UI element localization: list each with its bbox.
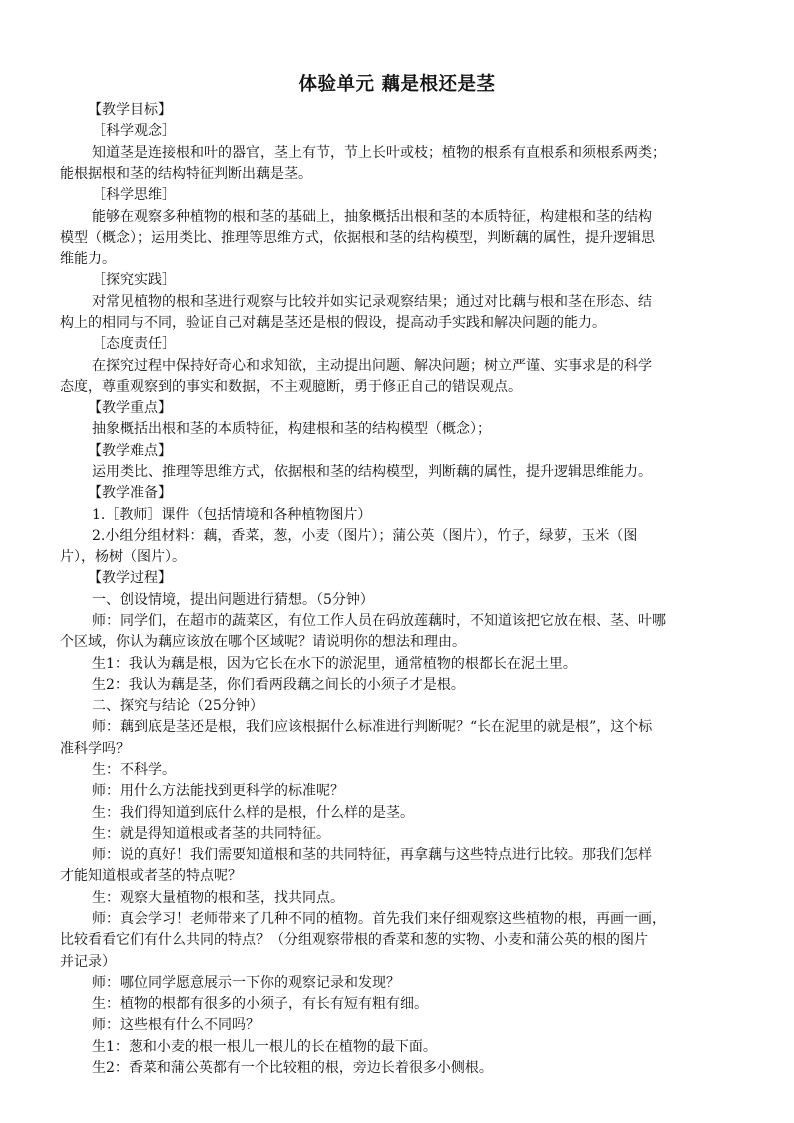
dialogue-line: 师：藕到底是茎还是根，我们应该根据什么标准进行判断呢？“长在泥里的就是根”，这个标 — [92, 719, 653, 735]
list-item: 1.［教师］课件（包括情境和各种植物图片） — [92, 507, 372, 523]
dialogue-line: 个区域，你认为藕应该放在哪个区域呢？请说明你的想法和理由。 — [60, 634, 466, 650]
dialogue-line: 师：说的真好！我们需要知道根和茎的共同特征，再拿藕与这些特点进行比较。那我们怎样 — [92, 847, 652, 863]
section-heading-difficulties: 【教学难点】 — [88, 443, 172, 459]
paragraph-line: 知道茎是连接根和叶的器官，茎上有节，节上长叶或枝；植物的根系有直根系和须根系两类； — [92, 145, 666, 161]
dialogue-line: 并记录） — [60, 954, 116, 970]
dialogue-line: 生1：葱和小麦的根一根儿一根儿的长在植物的最下面。 — [92, 1039, 437, 1055]
sub-heading-inquiry-practice: ［探究实践］ — [92, 272, 176, 288]
paragraph-line: 抽象概括出根和茎的本质特征，构建根和茎的结构模型（概念）； — [92, 421, 491, 437]
dialogue-line: 师：这些根有什么不同吗？ — [92, 1017, 260, 1033]
dialogue-line: 才能知道根或者茎的特点呢？ — [60, 868, 242, 884]
dialogue-line: 准科学吗？ — [60, 741, 130, 757]
paragraph-line: 构上的相同与不同，验证自己对藕是茎还是根的假设，提高动手实践和解决问题的能力。 — [60, 315, 606, 331]
list-item: 2.小组分组材料：藕，香菜，葱，小麦（图片）；蒲公英（图片），竹子，绿萝，玉米（图 — [92, 528, 638, 544]
section-heading-key-points: 【教学重点】 — [88, 400, 172, 416]
dialogue-line: 师：同学们，在超市的蔬菜区，有位工作人员在码放莲藕时，不知道该把它放在根、茎、叶哪 — [92, 613, 666, 629]
section-heading-process: 【教学过程】 — [88, 570, 172, 586]
dialogue-line: 生：观察大量植物的根和茎，找共同点。 — [92, 890, 344, 906]
paragraph-line: 维能力。 — [60, 251, 116, 267]
sub-heading-science-thinking: ［科学思维］ — [92, 187, 176, 203]
step-heading: 二、探究与结论（25分钟） — [92, 698, 264, 714]
paragraph-line: 运用类比、推理等思维方式，依据根和茎的结构模型，判断藕的属性，提升逻辑思维能力。 — [92, 464, 652, 480]
dialogue-line: 生2：香菜和蒲公英都有一个比较粗的根，旁边长着很多小侧根。 — [92, 1060, 493, 1076]
paragraph-line: 片），杨树（图片）。 — [60, 549, 186, 565]
sub-heading-attitude: ［态度责任］ — [92, 336, 176, 352]
dialogue-line: 生：不科学。 — [92, 762, 176, 778]
dialogue-line: 比较看看它们有什么共同的特点？（分组观察带根的香菜和葱的实物、小麦和蒲公英的根的图片 — [60, 932, 648, 948]
step-heading: 一、创设情境，提出问题进行猜想。（5分钟） — [92, 592, 374, 608]
section-heading-preparation: 【教学准备】 — [88, 485, 172, 501]
dialogue-line: 生：我们得知道到底什么样的是根，什么样的是茎。 — [92, 805, 414, 821]
dialogue-line: 师：用什么方法能找到更科学的标准呢？ — [92, 783, 344, 799]
paragraph-line: 模型（概念）；运用类比、推理等思维方式，依据根和茎的结构模型，判断藕的属性，提升逻辑思 — [60, 230, 655, 246]
dialogue-line: 师：真会学习！老师带来了几种不同的植物。首先我们来仔细观察这些植物的根，再画一画， — [92, 911, 666, 927]
paragraph-line: 能根据根和茎的结构特征判断出藕是茎。 — [60, 166, 312, 182]
paragraph-line: 对常见植物的根和茎进行观察与比较并如实记录观察结果；通过对比藕与根和茎在形态、结 — [92, 294, 652, 310]
section-heading-objectives: 【教学目标】 — [88, 102, 172, 118]
dialogue-line: 生2：我认为藕是茎，你们看两段藕之间长的小须子才是根。 — [92, 677, 465, 693]
dialogue-line: 生：就是得知道根或者茎的共同特征。 — [92, 826, 330, 842]
dialogue-line: 生1：我认为藕是根，因为它长在水下的淤泥里，通常植物的根都长在泥土里。 — [92, 656, 577, 672]
paragraph-line: 能够在观察多种植物的根和茎的基础上，抽象概括出根和茎的本质特征，构建根和茎的结构 — [92, 209, 652, 225]
dialogue-line: 师：哪位同学愿意展示一下你的观察记录和发现？ — [92, 975, 400, 991]
page-title: 体验单元 藕是根还是茎 — [298, 74, 496, 95]
dialogue-line: 生：植物的根都有很多的小须子，有长有短有粗有细。 — [92, 996, 428, 1012]
sub-heading-science-concept: ［科学观念］ — [92, 123, 176, 139]
paragraph-line: 在探究过程中保持好奇心和求知欲，主动提出问题、解决问题；树立严谨、实事求是的科学 — [92, 358, 652, 374]
paragraph-line: 态度，尊重观察到的事实和数据，不主观臆断，勇于修正自己的错误观点。 — [60, 379, 522, 395]
